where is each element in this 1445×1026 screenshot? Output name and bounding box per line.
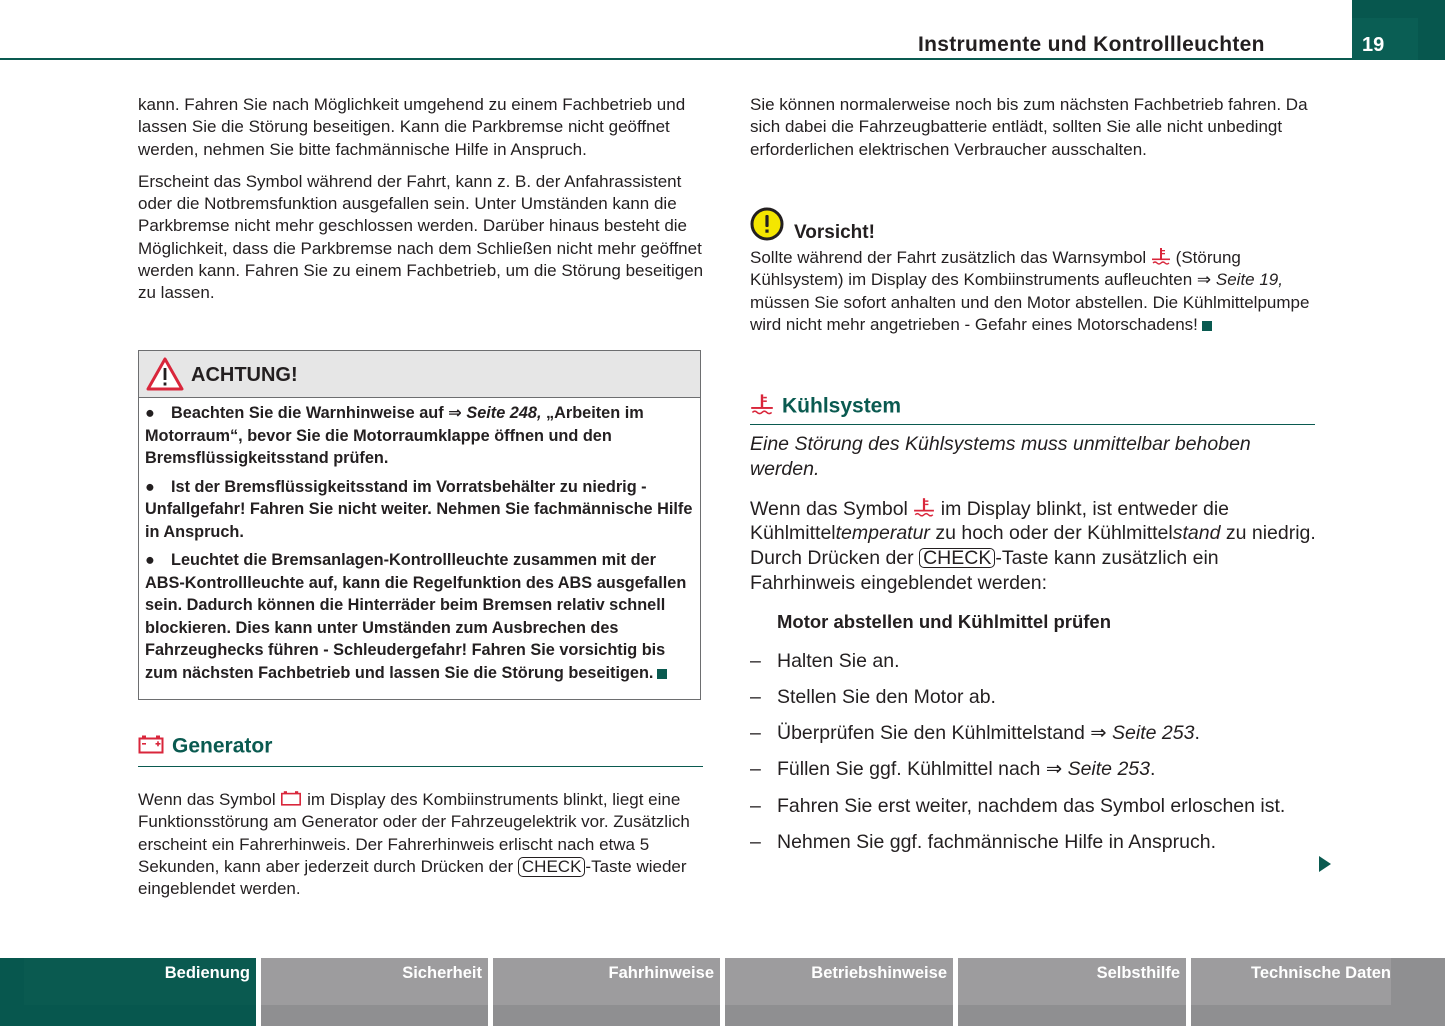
tab-fahrhinweise[interactable]: Fahrhinweise [493, 958, 720, 1026]
generator-title: Generator [172, 734, 273, 758]
caution-box [750, 207, 1320, 336]
kuehlsystem-heading [750, 393, 1315, 425]
procedure-step: – Stellen Sie den Motor ab. [750, 685, 996, 708]
section-tabs [0, 958, 1445, 1026]
paragraph: Erscheint das Symbol während der Fahrt, kann z. B. der Anfahrassistent oder die Notbremsfunktion ausgefallen sein. Unter Umständen kann die Parkbremse nicht mehr geschlossen werden. Darüber hinaus besteht die Möglichkeit, dass die Parkbremse nach dem Schließen nicht mehr geöffnet werden kann. Fahren Sie zu einem Fachbetrieb, um die Störung beseitigen zu lassen. [138, 171, 704, 303]
end-marker-icon [1202, 321, 1212, 331]
tab-technische-daten[interactable]: Technische Daten [1191, 958, 1445, 1026]
procedure-step: – Nehmen Sie ggf. fachmännische Hilfe in Anspruch. [750, 831, 1216, 854]
caution-text: Sollte während der Fahrt zusätzlich das Warnsymbol (Störung Kühlsystem) im Display des Kombiinstruments aufleuchten ⇒ Seite 19, müssen Sie sofort anhalten und den Motor abstellen. Die Kühlmittelpumpe wird nicht mehr angetrieben - Gefahr eines Motorschadens! [750, 248, 1310, 334]
arrow-icon: ⇒ [1196, 270, 1212, 291]
bullet-icon: ● [145, 477, 155, 496]
tab-selbsthilfe[interactable]: Selbsthilfe [958, 958, 1186, 1026]
procedure-step: – Überprüfen Sie den Kühlmittelstand ⇒ Seite 253. [750, 721, 1200, 745]
bullet-icon: ● [145, 404, 155, 422]
battery-icon [280, 790, 302, 809]
chapter-title: Instrumente und Kontrollleuchten [918, 33, 1265, 56]
page-number-box [1352, 0, 1445, 60]
page-reference-link[interactable]: Seite 19, [1211, 270, 1283, 290]
caution-title: Vorsicht! [794, 222, 875, 243]
coolant-temperature-icon [913, 498, 935, 520]
warning-header [139, 351, 700, 398]
arrow-icon: ⇒ [1045, 757, 1063, 781]
arrow-icon: ⇒ [1090, 721, 1107, 745]
warning-item: ● Leuchtet die Bremsanlagen-Kontrollleuchte zusammen mit der ABS-Kontrollleuchte auf, kann die Regelfunktion des ABS ausgefallen sein. Dadurch können die Hinterräder beim Bremsen relativ schnell blockieren. Dies kann unter Umständen zum Ausbrechen des Fahrzeughecks führen - Schleudergefahr! Fahren Sie vorsichtig bis zum nächsten Fachbetrieb und lassen Sie die Störung beseitigen. [145, 551, 687, 682]
continue-arrow-icon[interactable] [1319, 856, 1331, 872]
arrow-icon: ⇒ [448, 403, 462, 422]
generator-text: Wenn das Symbol im Display des Kombiinstruments blinkt, liegt eine Funktionsstörung am Generator oder der Fahrzeugelektrik vor. Zusätzlich erscheint ein Fahrerhinweis. Der Fahrerhinweis erlischt nach etwa 5 Sekunden, kann aber jederzeit durch Drücken der CHECK -Taste wieder eingeblendet werden. [138, 790, 690, 899]
generator-heading [138, 734, 703, 767]
end-marker-icon [657, 669, 667, 679]
coolant-temperature-icon [1151, 248, 1171, 267]
left-column [138, 94, 704, 315]
warning-triangle-icon [145, 356, 185, 397]
kuehlsystem-body: Wenn das Symbol im Display blinkt, ist entweder die Kühlmitteltemperatur zu hoch oder der Kühlmittelstand zu niedrig. Durch Drücken der CHECK -Taste kann zusätzlich ein Fahrhinweis eingeblendet werden: [750, 497, 1316, 594]
lead-text: Eine Störung des Kühlsystems muss unmittelbar behoben werden. [750, 433, 1251, 480]
kuehlsystem-section [750, 432, 1320, 866]
tab-bedienung[interactable]: Bedienung [0, 958, 256, 1026]
bullet-icon: ● [145, 551, 155, 569]
procedure-step: – Fahren Sie erst weiter, nachdem das Symbol erloschen ist. [750, 794, 1286, 817]
page-number: 19 [1362, 34, 1385, 56]
tab-sicherheit[interactable]: Sicherheit [261, 958, 488, 1026]
kuehlsystem-title: Kühlsystem [782, 394, 902, 418]
procedure-heading: Motor abstellen und Kühlmittel prüfen [777, 610, 1112, 632]
right-column [750, 94, 1316, 171]
warning-item: ● Ist der Bremsflüssigkeitsstand im Vorratsbehälter zu niedrig - Unfallgefahr! Fahren Sie nicht weiter. Nehmen Sie fachmännische Hilfe in Anspruch. [145, 477, 693, 541]
warning-box [138, 350, 701, 700]
page-reference-link[interactable]: Seite 253 [1062, 758, 1150, 781]
header-rule [0, 58, 1352, 60]
coolant-temperature-icon [750, 393, 774, 421]
tab-betriebshinweise[interactable]: Betriebshinweise [725, 958, 953, 1026]
warning-item: ● Beachten Sie die Warnhinweise auf ⇒ Seite 248, „Arbeiten im Motorraum“, bevor Sie die Motorraumklappe öffnen und den Bremsflüssigkeitsstand prüfen. [145, 403, 644, 467]
page-reference-link[interactable]: Seite 248, [461, 404, 542, 422]
caution-header [750, 207, 1320, 247]
battery-icon [138, 734, 164, 760]
warning-body [139, 398, 700, 684]
caution-exclamation-icon [750, 207, 784, 247]
check-key: CHECK [518, 857, 586, 877]
procedure-step: – Halten Sie an. [750, 649, 900, 672]
paragraph: kann. Fahren Sie nach Möglichkeit umgehend zu einem Fachbetrieb und lassen Sie die Störung beseitigen. Kann die Parkbremse nicht geöffnet werden, nehmen Sie bitte fachmännische Hilfe in Anspruch. [138, 95, 686, 159]
procedure-step: – Füllen Sie ggf. Kühlmittel nach ⇒ Seite 253. [750, 757, 1156, 781]
paragraph: Sie können normalerweise noch bis zum nächsten Fachbetrieb fahren. Da sich dabei die Fahrzeugbatterie entlädt, sollten Sie alle nicht unbedingt erforderlichen elektrischen Verbraucher ausschalten. [750, 95, 1308, 159]
check-key: CHECK [919, 548, 995, 568]
warning-title: ACHTUNG! [191, 364, 298, 386]
page-reference-link[interactable]: Seite 253 [1106, 722, 1195, 745]
